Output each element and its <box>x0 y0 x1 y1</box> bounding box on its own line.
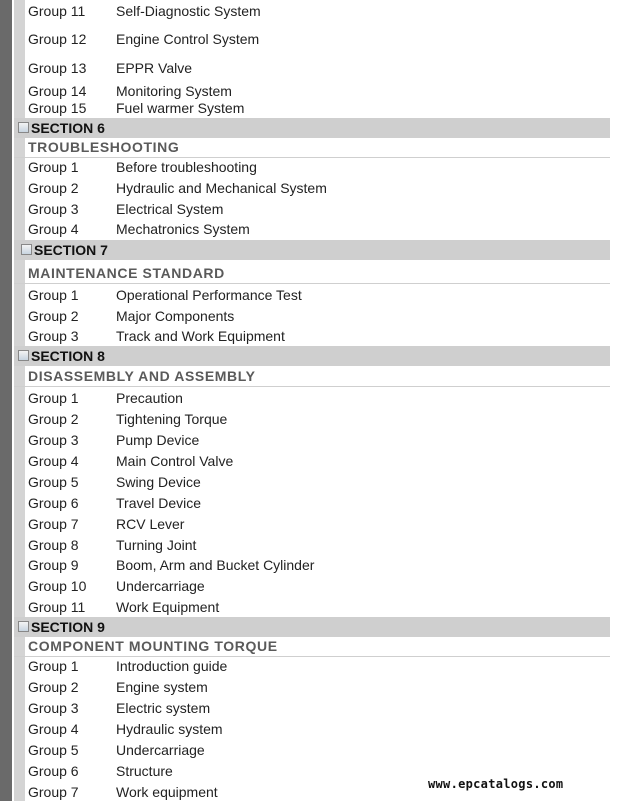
document-icon <box>18 122 29 133</box>
section-header[interactable] <box>14 346 610 366</box>
list-item[interactable] <box>28 411 227 427</box>
list-item[interactable] <box>28 453 233 469</box>
group-title[interactable]: Operational Performance Test <box>116 287 302 303</box>
group-title[interactable]: Electrical System <box>116 201 224 217</box>
group-title[interactable]: Undercarriage <box>116 578 205 594</box>
group-number: Group 5 <box>28 474 79 490</box>
group-number: Group 3 <box>28 432 79 448</box>
group-title[interactable]: Precaution <box>116 390 183 406</box>
list-item[interactable] <box>28 31 259 47</box>
group-title[interactable]: Swing Device <box>116 474 201 490</box>
list-item[interactable] <box>28 679 208 695</box>
group-title[interactable]: Work equipment <box>116 784 218 800</box>
group-number: Group 10 <box>28 578 87 594</box>
group-title[interactable]: Tightening Torque <box>116 411 228 427</box>
group-number: Group 2 <box>28 679 79 695</box>
group-title[interactable]: Travel Device <box>116 495 202 511</box>
watermark: www.epcatalogs.com <box>428 777 564 791</box>
group-title[interactable]: Undercarriage <box>116 742 205 758</box>
group-number: Group 6 <box>28 763 79 779</box>
section-header[interactable] <box>14 118 610 138</box>
list-item[interactable] <box>28 658 227 674</box>
section-subtitle: COMPONENT MOUNTING TORQUE <box>28 638 278 654</box>
list-item[interactable] <box>28 599 219 615</box>
group-number: Group 7 <box>28 516 79 532</box>
section-header[interactable] <box>14 240 610 260</box>
section-subtitle: TROUBLESHOOTING <box>28 139 180 155</box>
list-item[interactable] <box>28 287 302 303</box>
group-number: Group 5 <box>28 742 79 758</box>
group-title[interactable]: Self-Diagnostic System <box>116 3 261 19</box>
group-number: Group 11 <box>28 599 86 615</box>
section-label[interactable]: SECTION 6 <box>31 120 105 136</box>
group-number: Group 3 <box>28 201 79 217</box>
group-title[interactable]: Introduction guide <box>116 658 228 674</box>
group-title[interactable]: Before troubleshooting <box>116 159 257 175</box>
group-title[interactable]: Engine Control System <box>116 31 260 47</box>
group-number: Group 2 <box>28 411 79 427</box>
list-item[interactable] <box>28 742 205 758</box>
group-number: Group 11 <box>28 3 86 19</box>
group-title[interactable]: Hydraulic system <box>116 721 223 737</box>
document-icon <box>21 244 32 255</box>
section-header[interactable] <box>14 617 610 637</box>
list-item[interactable] <box>28 474 201 490</box>
list-item[interactable] <box>28 700 210 716</box>
list-item[interactable] <box>28 495 201 511</box>
section-label[interactable]: SECTION 7 <box>34 242 108 258</box>
group-number: Group 3 <box>28 328 79 344</box>
group-title[interactable]: Major Components <box>116 308 235 324</box>
group-number: Group 4 <box>28 453 79 469</box>
section-subtitle: DISASSEMBLY AND ASSEMBLY <box>28 368 256 384</box>
list-item[interactable] <box>28 60 192 76</box>
group-number: Group 1 <box>28 390 79 406</box>
divider <box>14 386 610 387</box>
list-item[interactable] <box>28 784 218 800</box>
divider <box>14 283 610 284</box>
group-number: Group 4 <box>28 221 79 237</box>
list-item[interactable] <box>28 390 183 406</box>
list-item[interactable] <box>28 221 250 237</box>
group-title[interactable]: Main Control Valve <box>116 453 234 469</box>
list-item[interactable] <box>28 201 223 217</box>
left-border-bar <box>0 0 12 801</box>
group-number: Group 7 <box>28 784 79 800</box>
list-item[interactable] <box>28 721 223 737</box>
list-item[interactable] <box>28 159 257 175</box>
group-title[interactable]: Turning Joint <box>116 537 197 553</box>
document-icon <box>18 621 29 632</box>
group-number: Group 2 <box>28 180 79 196</box>
list-item[interactable] <box>28 763 173 779</box>
list-item[interactable] <box>28 308 234 324</box>
group-number: Group 4 <box>28 721 79 737</box>
group-title[interactable]: Mechatronics System <box>116 221 250 237</box>
group-number: Group 3 <box>28 700 79 716</box>
group-number: Group 2 <box>28 308 79 324</box>
list-item[interactable] <box>28 578 205 594</box>
list-item[interactable] <box>28 432 199 448</box>
list-item[interactable] <box>28 537 196 553</box>
group-title[interactable]: Work Equipment <box>116 599 220 615</box>
list-item[interactable] <box>28 83 232 99</box>
group-title[interactable]: Electric system <box>116 700 211 716</box>
list-item[interactable] <box>28 516 184 532</box>
group-number: Group 1 <box>28 159 79 175</box>
group-number: Group 6 <box>28 495 79 511</box>
section-label[interactable]: SECTION 9 <box>31 619 105 635</box>
group-title[interactable]: Track and Work Equipment <box>116 328 285 344</box>
group-number: Group 15 <box>28 100 87 116</box>
group-title[interactable]: Fuel warmer System <box>116 100 245 116</box>
list-item[interactable] <box>28 100 244 116</box>
list-item[interactable] <box>28 3 261 19</box>
group-title[interactable]: EPPR Valve <box>116 60 192 76</box>
group-number: Group 9 <box>28 557 79 573</box>
section-subtitle: MAINTENANCE STANDARD <box>28 265 225 281</box>
group-number: Group 13 <box>28 60 87 76</box>
document-icon <box>18 350 29 361</box>
group-title[interactable]: RCV Lever <box>116 516 185 532</box>
list-item[interactable] <box>28 180 327 196</box>
group-number: Group 1 <box>28 287 79 303</box>
group-number: Group 12 <box>28 31 87 47</box>
group-title[interactable]: Hydraulic and Mechanical System <box>116 180 327 196</box>
group-title[interactable]: Boom, Arm and Bucket Cylinder <box>116 557 315 573</box>
group-number: Group 8 <box>28 537 79 553</box>
section-label[interactable]: SECTION 8 <box>31 348 105 364</box>
divider <box>14 157 610 158</box>
group-number: Group 1 <box>28 658 79 674</box>
group-number: Group 14 <box>28 83 87 99</box>
group-title[interactable]: Monitoring System <box>116 83 232 99</box>
group-title[interactable]: Pump Device <box>116 432 200 448</box>
group-title[interactable]: Structure <box>116 763 173 779</box>
group-title[interactable]: Engine system <box>116 679 208 695</box>
divider <box>14 656 610 657</box>
list-item[interactable] <box>28 328 285 344</box>
list-item[interactable] <box>28 557 314 573</box>
